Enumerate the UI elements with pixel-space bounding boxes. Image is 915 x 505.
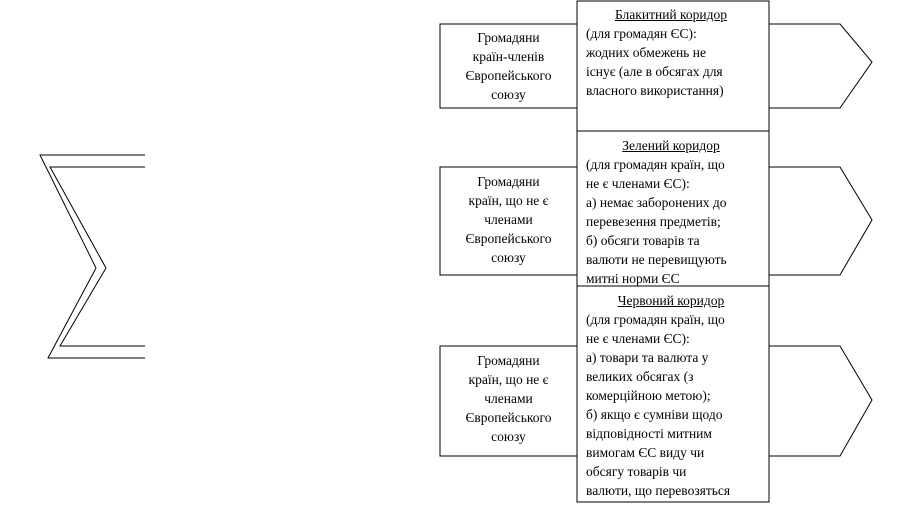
- corridor-text-red: Червоний коридор (для громадян країн, що не є членами ЄС): а) товари та валюта у великих обсягах (з комерційною метою); б) якщо є сумніви щодо відповідності митним вимогам ЄС виду чи обсягу товарів чи валюти, що перевозяться: [586, 291, 764, 500]
- citizen-label-non-eu-red: Громадяни країн, що не є членами Європейського союзу: [465, 353, 552, 444]
- sigma-bracket: [40, 155, 145, 358]
- corridor-text-green: Зелений коридор (для громадян країн, що не є членами ЄС): а) немає заборонених до перевезення предметів; б) обсяги товарів та валюти не перевищують митні норми ЄС: [586, 136, 764, 288]
- arrow-blue: [769, 24, 872, 108]
- citizen-label-eu: Громадяни країн-членів Європейського союзу: [465, 30, 552, 102]
- arrow-red: [769, 346, 872, 456]
- corridor-title-blue: Блакитний коридор: [614, 7, 727, 22]
- citizen-label-non-eu-green: Громадяни країн, що не є членами Європейського союзу: [465, 174, 552, 265]
- corridor-text-blue: Блакитний коридор (для громадян ЄС): жодних обмежень не існує (але в обсягах для власного використання): [586, 5, 764, 100]
- arrow-green: [769, 167, 872, 275]
- corridor-title-red: Червоний коридор: [617, 293, 725, 308]
- corridor-title-green: Зелений коридор: [622, 138, 720, 153]
